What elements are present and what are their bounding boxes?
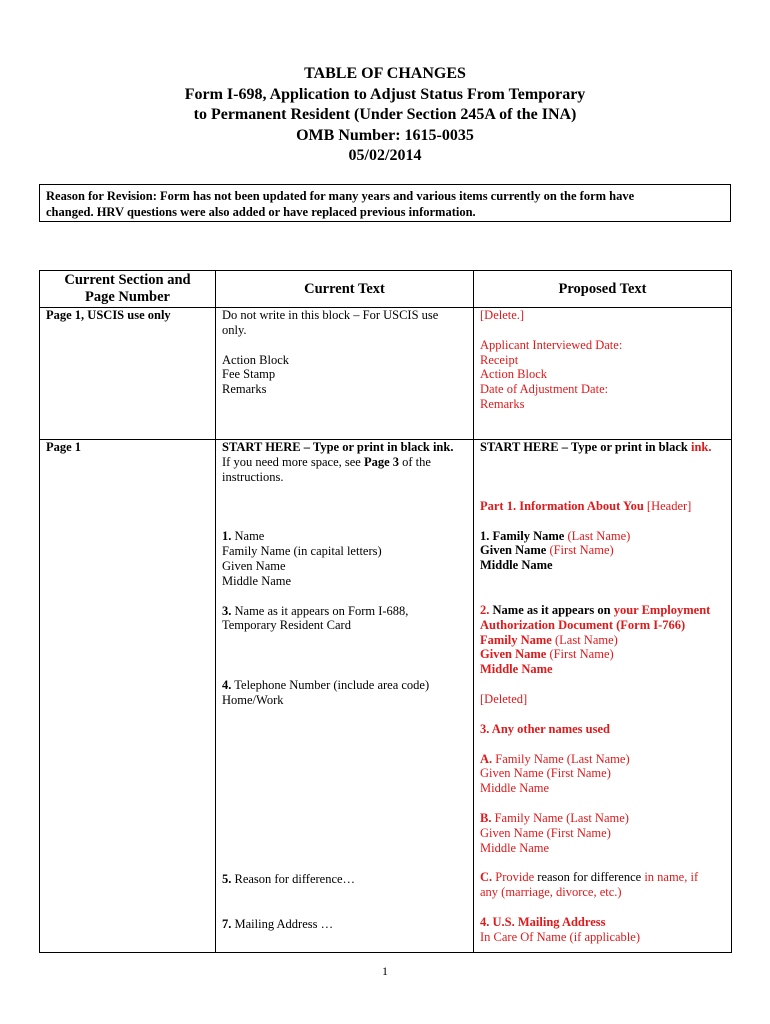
current-text-cell xyxy=(216,440,474,953)
table-row xyxy=(40,440,732,953)
proposed-text-block: C. Provide reason for difference in name, if any (marriage, divorce, etc.) xyxy=(480,870,699,900)
current-text-block: START HERE – Type or print in black ink. If you need more space, see Page 3 of the instructions. xyxy=(222,440,454,484)
proposed-text-block: [Delete.] xyxy=(480,308,525,322)
proposed-text-block: A. Family Name (Last Name) Given Name (First Name) Middle Name xyxy=(480,751,630,796)
proposed-text-block: 2. Name as it appears on your Employment Authorization Document (Form I-766) Family Name (Last Name) Given Name (First Name) Middle Name xyxy=(480,602,711,677)
proposed-text-block: Part 1. Information About You [Header] xyxy=(480,498,692,513)
proposed-text-block: Applicant Interviewed Date: Receipt Action Block Date of Adjustment Date: Remarks xyxy=(480,337,623,411)
current-text-cell xyxy=(216,308,474,440)
current-text-block: 7. Mailing Address … xyxy=(222,916,334,931)
proposed-text-cell xyxy=(474,308,732,440)
header-omb-number: OMB Number: 1615-0035 xyxy=(296,126,474,144)
header-title: TABLE OF CHANGES xyxy=(304,65,466,82)
proposed-text-block: 1. Family Name (Last Name) Given Name (First Name) Middle Name xyxy=(480,528,631,573)
changes-table xyxy=(39,270,732,953)
proposed-text-block: B. Family Name (Last Name) Given Name (First Name) Middle Name xyxy=(480,810,629,855)
section-cell: Page 1, USCIS use only xyxy=(40,308,216,440)
proposed-text-block: START HERE – Type or print in black ink. xyxy=(480,440,712,454)
header-date: 05/02/2014 xyxy=(348,147,422,164)
page-number: 1 xyxy=(382,964,388,978)
header-form-title: Form I-698, Application to Adjust Status From Temporary xyxy=(184,85,586,103)
reason-for-revision xyxy=(39,184,731,222)
current-text-block: Action Block Fee Stamp Remarks xyxy=(222,352,290,397)
current-text-block: 4. Telephone Number (include area code) Home/Work xyxy=(222,678,430,707)
document-header xyxy=(0,64,770,167)
current-text-block: 3. Name as it appears on Form I-688, Temporary Resident Card xyxy=(222,603,409,633)
section-cell: Page 1 xyxy=(40,440,216,953)
header-form-subtitle: to Permanent Resident (Under Section 245A of the INA) xyxy=(193,106,577,123)
table-header-row xyxy=(40,271,732,308)
table-row xyxy=(40,308,732,440)
column-header-current: Current Text xyxy=(216,271,474,308)
current-text-block: 1. Name Family Name (in capital letters) Given Name Middle Name xyxy=(222,529,382,588)
current-text-block: Do not write in this block – For USCIS use only. xyxy=(222,308,439,337)
proposed-text-block: 3. Any other names used xyxy=(480,721,610,736)
column-header-section: Current Section and Page Number xyxy=(40,271,216,308)
column-header-proposed: Proposed Text xyxy=(474,271,732,308)
reason-line-1: Reason for Revision: Form has not been updated for many years and various items currently on the form have xyxy=(46,189,635,203)
reason-line-2: changed. HRV questions were also added or have replaced previous information. xyxy=(46,205,476,219)
proposed-text-block: [Deleted] xyxy=(480,691,528,706)
proposed-text-cell xyxy=(474,440,732,953)
proposed-text-block: 4. U.S. Mailing Address In Care Of Name (if applicable) xyxy=(480,914,640,944)
current-text-block: 5. Reason for difference… xyxy=(222,871,356,886)
